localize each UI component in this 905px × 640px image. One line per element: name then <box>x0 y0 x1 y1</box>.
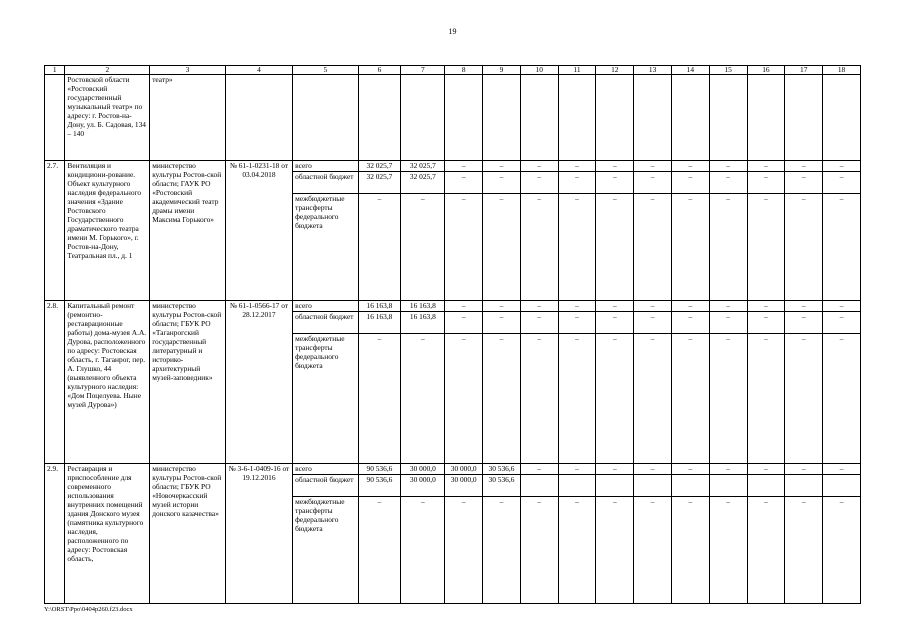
object-name: Ростовской области «Ростовский государственный музыкальный театр» по адресу: г. Ростов-на-Дону, ул. Б. Садовая, 134 – 140 <box>65 75 150 161</box>
funding-value: – <box>358 497 401 604</box>
funding-value: 32 025,7 <box>358 172 401 194</box>
funding-source: всего <box>293 464 358 475</box>
funding-value: – <box>596 172 634 194</box>
funding-value: 30 000,0 <box>445 475 483 497</box>
funding-value: 30 000,0 <box>401 475 445 497</box>
column-number: 4 <box>225 66 292 75</box>
object-name: Вентиляция и кондициони-рование. Объект культурного наследия федерального значения «Здание Ростовского Государственного драматического театра имени М. Горького», г. Ростов-на-Дону, Театральная пл., д. 1 <box>65 161 150 301</box>
funding-value: – <box>785 161 823 172</box>
funding-value: – <box>558 301 596 312</box>
funding-source: областной бюджет <box>293 475 358 497</box>
funding-value: – <box>445 334 483 464</box>
funding-value: 16 163,8 <box>358 312 401 334</box>
funding-value: – <box>747 497 785 604</box>
column-number: 17 <box>785 66 823 75</box>
funding-value <box>709 475 747 497</box>
funding-value <box>558 475 596 497</box>
funding-value: – <box>785 334 823 464</box>
header-row <box>45 66 861 75</box>
funding-value: – <box>785 312 823 334</box>
organization: министерство культуры Ростов-ской области; ГБУК РО «Таганрогский государственный литературный и историко-архитектурный музей-заповедник» <box>150 301 226 464</box>
funding-value: – <box>520 334 558 464</box>
funding-value: 30 536,6 <box>483 464 521 475</box>
funding-value: – <box>709 161 747 172</box>
funding-value: – <box>747 161 785 172</box>
funding-value: 90 536,6 <box>358 475 401 497</box>
funding-value: – <box>596 464 634 475</box>
funding-value: – <box>596 312 634 334</box>
funding-value: – <box>558 497 596 604</box>
funding-value: – <box>483 301 521 312</box>
funding-value: – <box>747 334 785 464</box>
funding-value: – <box>596 497 634 604</box>
funding-value: – <box>634 194 672 301</box>
column-number: 6 <box>358 66 401 75</box>
row-number: 2.8. <box>45 301 65 464</box>
funding-value: – <box>709 301 747 312</box>
column-number: 15 <box>709 66 747 75</box>
funding-value: – <box>671 312 709 334</box>
funding-value: – <box>445 161 483 172</box>
funding-value: – <box>634 334 672 464</box>
funding-value: – <box>358 334 401 464</box>
organization: театр» <box>150 75 226 161</box>
funding-value: – <box>558 172 596 194</box>
organization: министерство культуры Ростов-ской области; ГБУК РО «Новочеркасский музей истории донского казачества» <box>150 464 226 604</box>
funding-value: – <box>634 161 672 172</box>
funding-value: 16 163,8 <box>401 301 445 312</box>
funding-value: – <box>823 312 861 334</box>
funding-source: межбюджетные трансферты федерального бюджета <box>293 334 358 464</box>
funding-value: – <box>709 172 747 194</box>
funding-value: – <box>520 301 558 312</box>
funding-value: – <box>358 194 401 301</box>
funding-value: – <box>823 497 861 604</box>
funding-value: 16 163,8 <box>358 301 401 312</box>
funding-source: межбюджетные трансферты федерального бюджета <box>293 194 358 301</box>
funding-value <box>785 475 823 497</box>
funding-value: – <box>483 161 521 172</box>
funding-value <box>596 475 634 497</box>
column-number: 18 <box>823 66 861 75</box>
funding-value: – <box>483 312 521 334</box>
funding-value: – <box>747 301 785 312</box>
funding-value: – <box>596 194 634 301</box>
funding-value: – <box>785 194 823 301</box>
funding-value: – <box>709 497 747 604</box>
funding-value: – <box>558 334 596 464</box>
funding-value: 30 000,0 <box>445 464 483 475</box>
funding-value: – <box>671 464 709 475</box>
funding-value: – <box>445 312 483 334</box>
funding-value: – <box>445 172 483 194</box>
funding-value: – <box>634 464 672 475</box>
table-row <box>45 161 861 172</box>
funding-value: 16 163,8 <box>401 312 445 334</box>
funding-source: всего <box>293 301 358 312</box>
funding-value: – <box>520 172 558 194</box>
funding-value: – <box>709 334 747 464</box>
table-row <box>45 301 861 312</box>
column-number: 7 <box>401 66 445 75</box>
column-number: 11 <box>558 66 596 75</box>
funding-value <box>520 475 558 497</box>
funding-value: – <box>401 497 445 604</box>
funding-value: – <box>634 497 672 604</box>
funding-source: межбюджетные трансферты федерального бюджета <box>293 497 358 604</box>
funding-value: – <box>823 194 861 301</box>
funding-source: областной бюджет <box>293 172 358 194</box>
page-number: 19 <box>448 27 457 36</box>
funding-value: – <box>785 497 823 604</box>
table-row <box>45 464 861 475</box>
column-number: 10 <box>520 66 558 75</box>
column-number: 8 <box>445 66 483 75</box>
funding-value: – <box>785 464 823 475</box>
funding-value: – <box>671 334 709 464</box>
column-number: 13 <box>634 66 672 75</box>
row-number: 2.9. <box>45 464 65 604</box>
funding-value: – <box>596 334 634 464</box>
funding-value: 32 025,7 <box>358 161 401 172</box>
funding-value <box>634 475 672 497</box>
file-path-footer: Y:\ORST\Ppo\0404p260.f23.docx <box>44 606 133 613</box>
object-name: Капитальный ремонт (ремонтно-реставрационные работы) дома-музея А.А. Дурова, расположенного по адресу: Ростовская область, г. Таганрог, пер. А. Глушко, 44 (выявленного объекта культурного наследия: «Дом Поцелуева. Ныне музей Дурова») <box>65 301 150 464</box>
funding-value: – <box>445 497 483 604</box>
funding-value: – <box>671 497 709 604</box>
funding-value: 32 025,7 <box>401 172 445 194</box>
funding-value: – <box>634 312 672 334</box>
funding-value: – <box>823 161 861 172</box>
funding-value: – <box>483 194 521 301</box>
organization: министерство культуры Ростов-ской области; ГАУК РО «Ростовский академический театр драмы имени Максима Горького» <box>150 161 226 301</box>
document-number: № 61-1-0231-18 от 03.04.2018 <box>225 161 292 301</box>
funding-source: всего <box>293 161 358 172</box>
document-number: № 61-1-0566-17 от 28.12.2017 <box>225 301 292 464</box>
funding-value: – <box>558 161 596 172</box>
funding-value <box>747 475 785 497</box>
funding-value: – <box>785 172 823 194</box>
funding-value: – <box>558 464 596 475</box>
funding-value: – <box>483 334 521 464</box>
funding-value: – <box>747 172 785 194</box>
funding-value: – <box>823 334 861 464</box>
funding-value: – <box>445 194 483 301</box>
column-number: 5 <box>293 66 358 75</box>
funding-value: – <box>558 312 596 334</box>
column-number: 14 <box>671 66 709 75</box>
funding-value: 32 025,7 <box>401 161 445 172</box>
funding-source: областной бюджет <box>293 312 358 334</box>
funding-value: – <box>747 312 785 334</box>
funding-value: 30 536,6 <box>483 475 521 497</box>
column-number: 9 <box>483 66 521 75</box>
column-number: 2 <box>65 66 150 75</box>
funding-value: – <box>483 497 521 604</box>
funding-value: 30 000,0 <box>401 464 445 475</box>
funding-value: – <box>558 194 596 301</box>
funding-value: – <box>483 172 521 194</box>
funding-value <box>671 475 709 497</box>
program-table <box>44 65 861 604</box>
funding-value: – <box>671 194 709 301</box>
funding-value: – <box>823 172 861 194</box>
funding-value: – <box>520 194 558 301</box>
column-number: 3 <box>150 66 226 75</box>
funding-value: – <box>520 312 558 334</box>
column-number: 16 <box>747 66 785 75</box>
object-name: Реставрация и приспособление для современного использования внутренних помещений здания Донского музея (памятника культурного наследия, расположенного по адресу: Ростовская область, <box>65 464 150 604</box>
funding-value: 90 536,6 <box>358 464 401 475</box>
funding-value: – <box>785 301 823 312</box>
funding-value <box>823 475 861 497</box>
funding-value: – <box>823 301 861 312</box>
funding-value: – <box>709 464 747 475</box>
funding-value: – <box>520 464 558 475</box>
funding-value: – <box>671 172 709 194</box>
document-number: № 3-6-1-0409-16 от 19.12.2016 <box>225 464 292 604</box>
funding-value: – <box>709 194 747 301</box>
funding-value: – <box>520 497 558 604</box>
funding-value: – <box>747 194 785 301</box>
funding-value: – <box>520 161 558 172</box>
row-number: 2.7. <box>45 161 65 301</box>
column-number: 12 <box>596 66 634 75</box>
funding-value: – <box>709 312 747 334</box>
funding-value: – <box>634 301 672 312</box>
funding-value: – <box>401 194 445 301</box>
funding-value: – <box>596 161 634 172</box>
continuation-row <box>45 75 861 161</box>
funding-value: – <box>445 301 483 312</box>
funding-value: – <box>671 301 709 312</box>
column-number: 1 <box>45 66 65 75</box>
funding-value: – <box>747 464 785 475</box>
funding-value: – <box>671 161 709 172</box>
funding-value: – <box>634 172 672 194</box>
funding-value: – <box>596 301 634 312</box>
funding-value: – <box>823 464 861 475</box>
funding-value: – <box>401 334 445 464</box>
